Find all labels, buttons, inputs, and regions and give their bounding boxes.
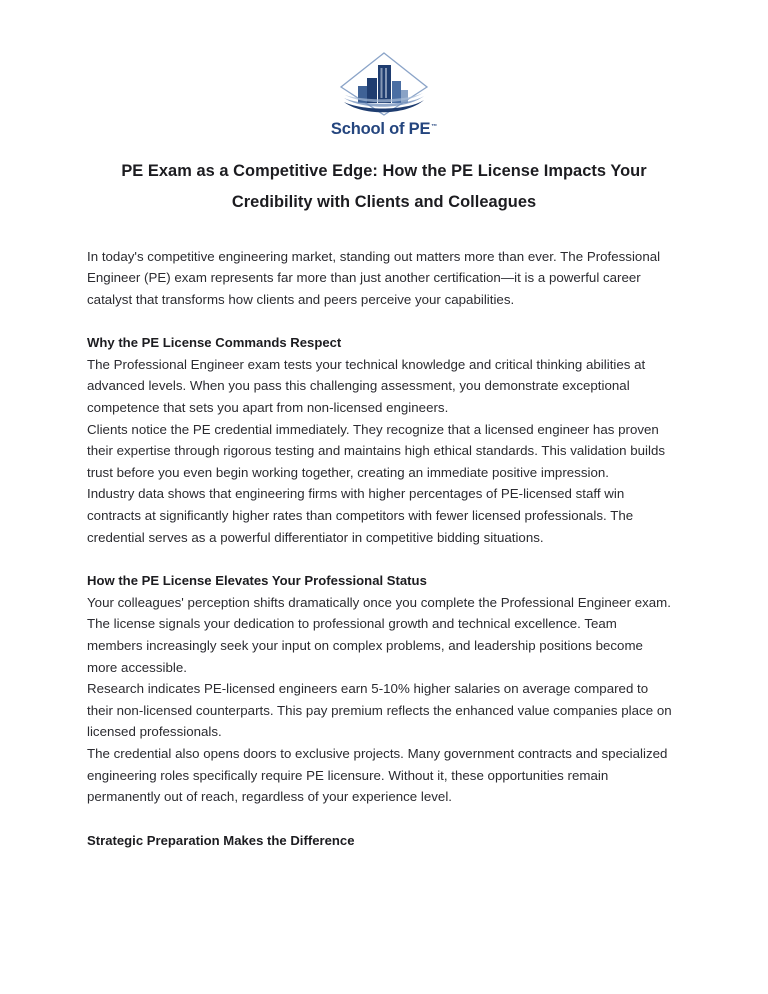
section-heading-how-pe-license-elevates-status: How the PE License Elevates Your Professional Status bbox=[87, 573, 427, 589]
section-2-paragraph-2: Research indicates PE-licensed engineers earn 5-10% higher salaries on average compared to their non-licensed counterparts. This pay premium reflects the enhanced value companies place on licensed professionals. bbox=[87, 681, 672, 740]
section-1-paragraph-3: Industry data shows that engineering firms with higher percentages of PE-licensed staff win contracts at significantly higher rates than competitors with fewer licensed professionals. The credential serves as a powerful differentiator in competitive bidding situations. bbox=[87, 486, 634, 545]
logo-wordmark-text: School of PE bbox=[330, 120, 431, 138]
section-heading-why-pe-license-commands-respect: Why the PE License Commands Respect bbox=[87, 335, 342, 351]
page-title: PE Exam as a Competitive Edge: How the PE License Impacts Your Credibility with Clients and Colleagues bbox=[121, 161, 647, 211]
section-heading-strategic-preparation: Strategic Preparation Makes the Difference bbox=[87, 832, 355, 848]
section-2-paragraph-3: The credential also opens doors to exclusive projects. Many government contracts and specialized engineering roles specifically require PE licensure. Without it, these opportunities remain permanently out of reach, regardless of your experience level. bbox=[87, 745, 668, 805]
intro-paragraph-wrapper bbox=[87, 246, 672, 311]
trademark-symbol: ™ bbox=[431, 123, 438, 130]
logo-block bbox=[0, 0, 768, 138]
spacer bbox=[87, 548, 672, 570]
section-1-paragraph-2: Clients notice the PE credential immediately. They recognize that a licensed engineer has proven their expertise through rigorous testing and maintains high ethical standards. This validation builds trust before you even begin working together, creating an immediate positive impression. bbox=[87, 421, 666, 480]
spacer bbox=[87, 310, 672, 332]
spacer bbox=[87, 808, 672, 830]
section-1-paragraph-1: The Professional Engineer exam tests your technical knowledge and critical thinking abilities at advanced levels. When you pass this challenging assessment, you demonstrate exceptional competence that sets you apart from non-licensed engineers. bbox=[87, 356, 646, 416]
logo-wordmark bbox=[331, 121, 437, 138]
section-2-paragraph-1: Your colleagues' perception shifts dramatically once you complete the Professional Engineer exam. The license signals your dedication to professional growth and technical excellence. Team members increasingly seek your input on complex problems, and leadership positions become more accessible. bbox=[87, 594, 671, 675]
document-body bbox=[0, 246, 768, 852]
school-of-pe-buildings-diamond-logo bbox=[332, 48, 436, 120]
intro-paragraph: In today's competitive engineering market, standing out matters more than ever. The Professional Engineer (PE) exam represents far more than just another certification—it is a powerful career catalyst that transforms how clients and peers perceive your capabilities. bbox=[87, 248, 661, 307]
